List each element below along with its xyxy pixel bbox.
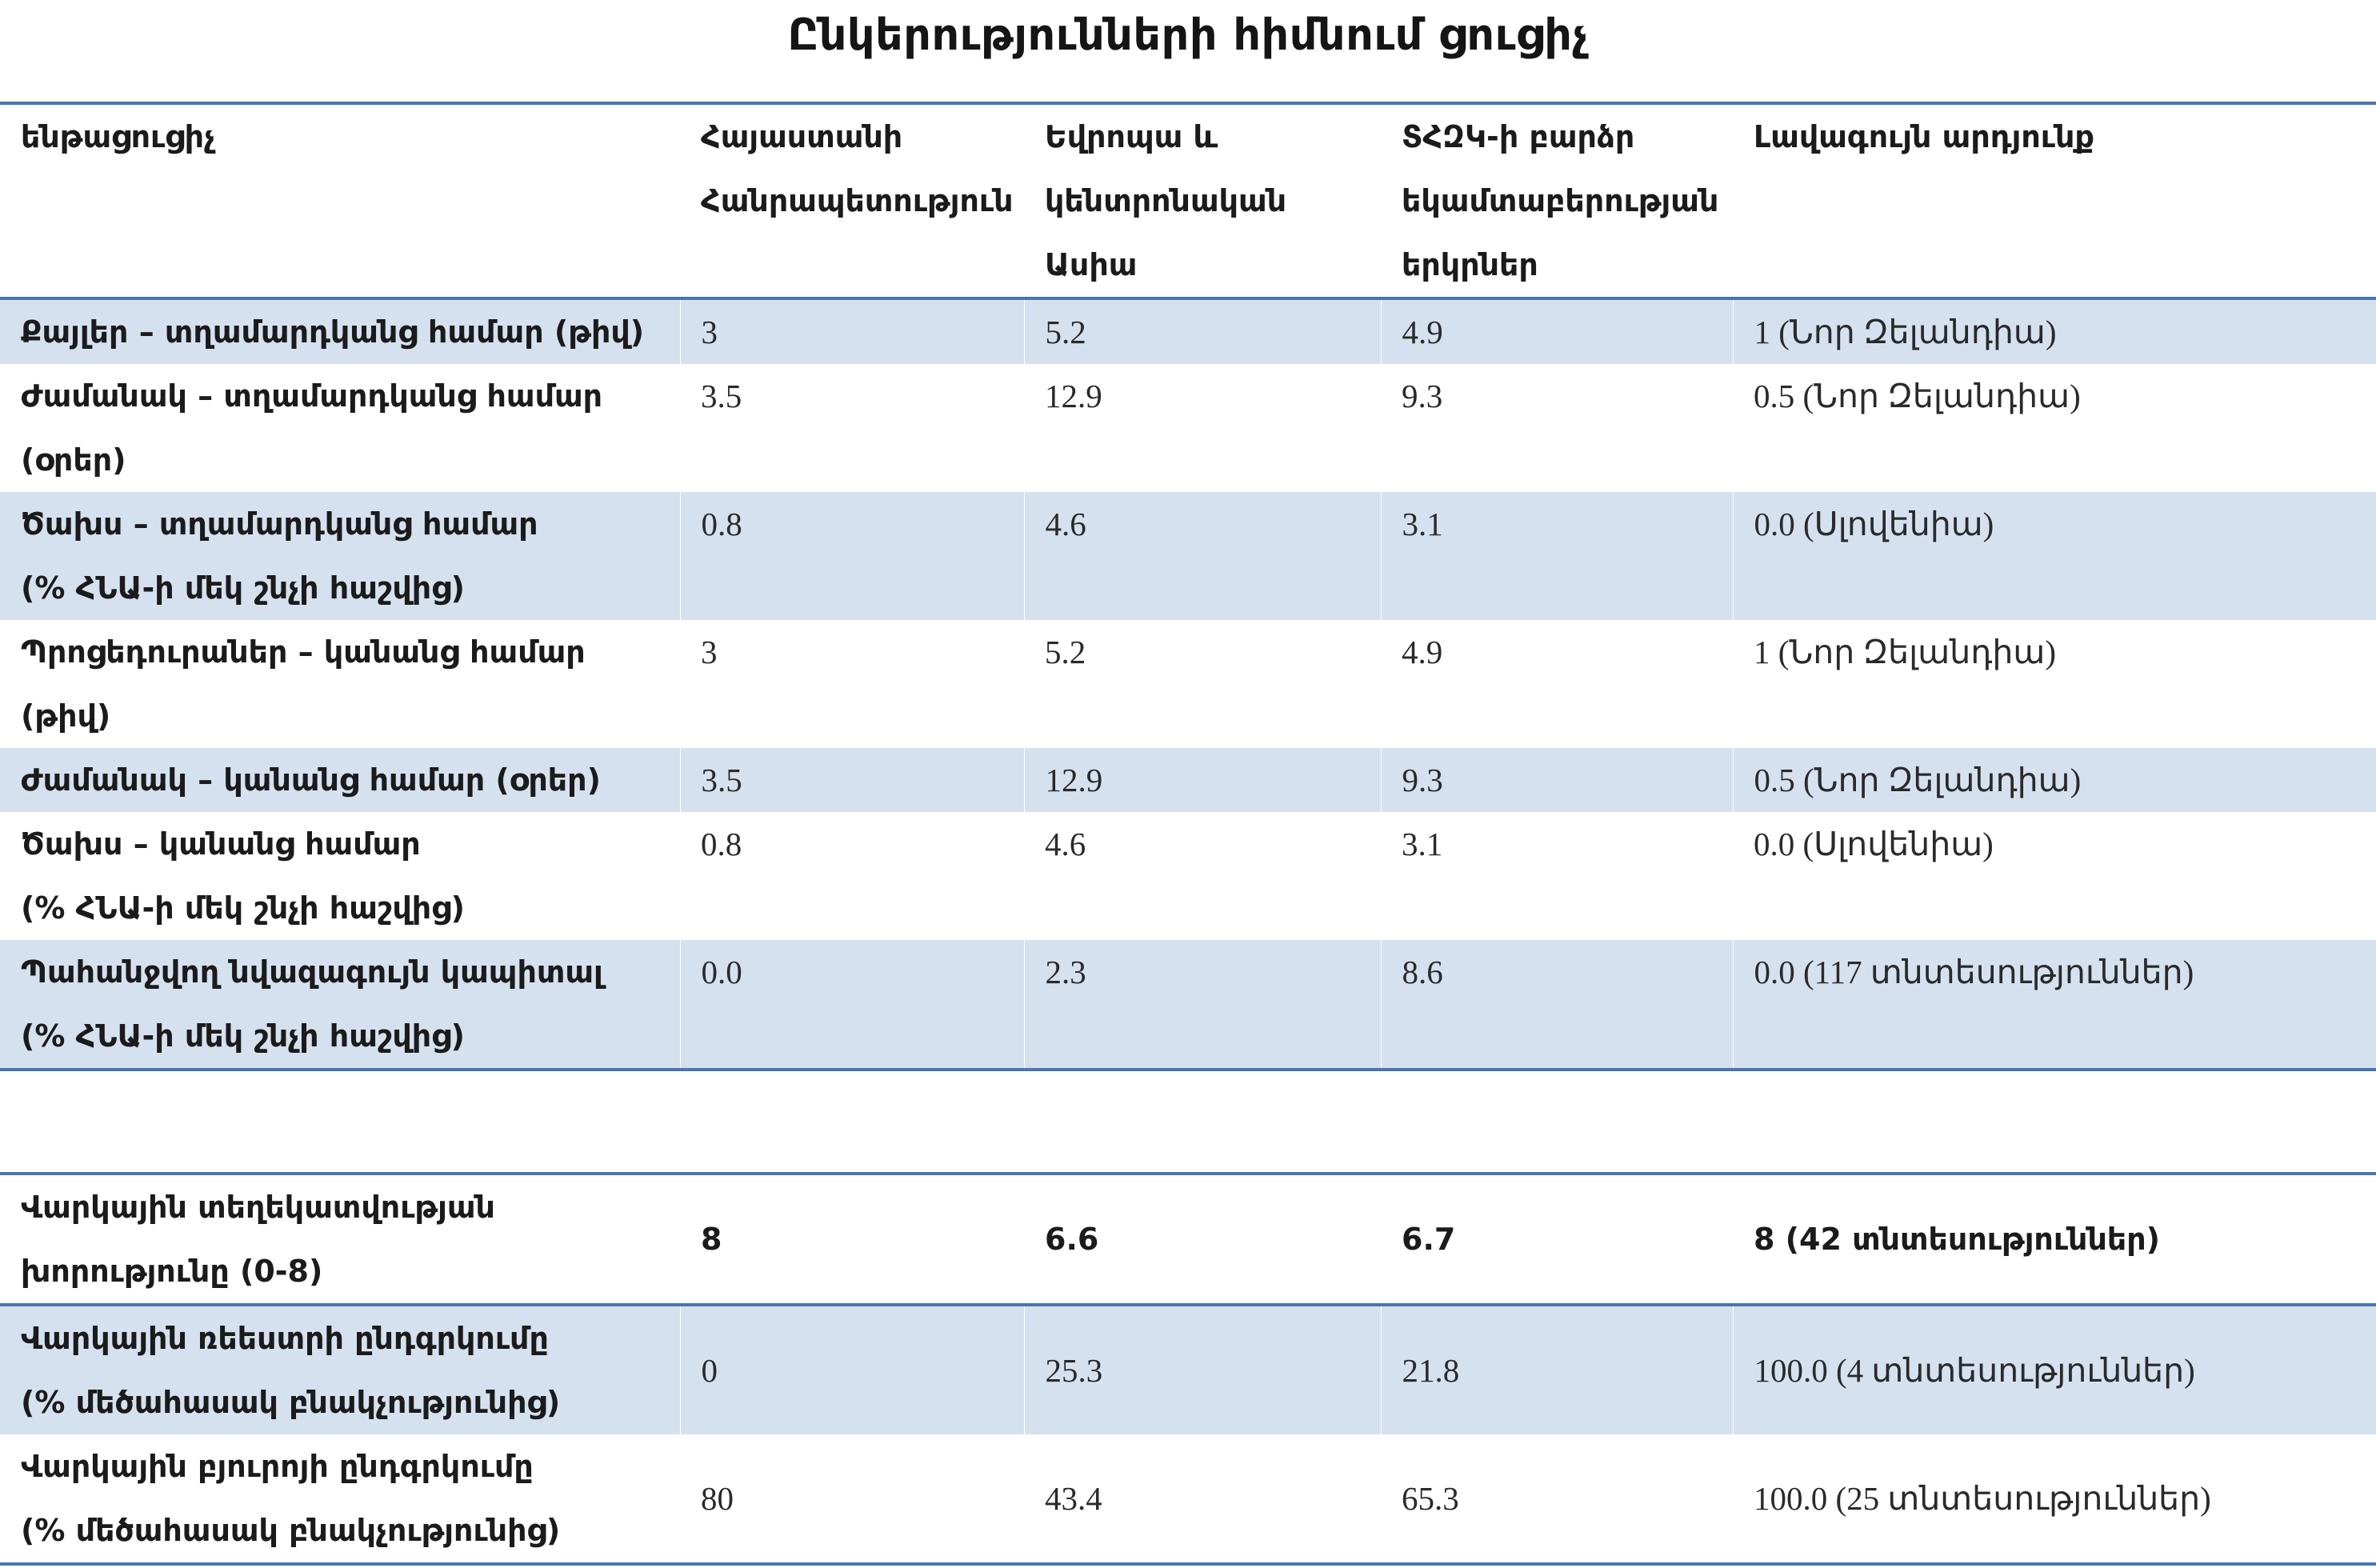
- oecd-value: 21.8: [1381, 1305, 1733, 1434]
- best-performer-value: 8 (42 տնտեսություններ): [1733, 1174, 2376, 1305]
- europe-central-asia-value: 2.3: [1024, 940, 1381, 1070]
- table-row: [0, 298, 2376, 364]
- europe-central-asia-value: 5.2: [1024, 298, 1381, 364]
- table-row: [0, 812, 2376, 940]
- row-label: Պրոցեդուրաներ – կանանց համար (թիվ): [21, 634, 586, 734]
- armenia-value: 0.0: [680, 940, 1024, 1070]
- best-performer-value: 0.5 (Նոր Զելանդիա): [1754, 378, 2081, 414]
- header-europe-central-asia: Եվրոպա և կենտրոնական Ասիա: [1024, 103, 1381, 298]
- row-label: Վարկային ռեեստրի ընդգրկումը (% մեծահասակ բնակչությունից): [0, 1305, 680, 1434]
- row-label: Քայլեր – տղամարդկանց համար (թիվ): [0, 298, 680, 364]
- table-row: [0, 1305, 2376, 1434]
- armenia-value: 3.5: [701, 378, 742, 414]
- best-performer-value: 0.0 (117 տնտեսություններ): [1733, 940, 2376, 1070]
- oecd-value: 4.9: [1381, 298, 1733, 364]
- row-label: Ժամանակ – կանանց համար (օրեր): [0, 748, 680, 812]
- europe-central-asia-value: 4.6: [1045, 826, 1086, 862]
- header-armenia: Հայաստանի Հանրապետություն: [680, 103, 1024, 298]
- armenia-value: 0.8: [701, 826, 742, 862]
- table-row: [0, 1434, 2376, 1564]
- oecd-value: 8.6: [1381, 940, 1733, 1070]
- armenia-value: 8: [680, 1174, 1024, 1305]
- row-label: Ծախս – կանանց համար (% ՀՆԱ-ի մեկ շնչի հաշվից): [21, 826, 466, 926]
- best-performer-value: 100.0 (25 տնտեսություններ): [1754, 1480, 2211, 1517]
- best-performer-value: 0.5 (Նոր Զելանդիա): [1733, 748, 2376, 812]
- header-oecd-high-income: ՏՀԶԿ-ի բարձր եկամտաբերության երկրներ: [1381, 103, 1733, 298]
- europe-central-asia-value: 12.9: [1024, 748, 1381, 812]
- europe-central-asia-value: 4.6: [1024, 492, 1381, 620]
- europe-central-asia-value: 5.2: [1045, 634, 1086, 670]
- table-row: [0, 492, 2376, 620]
- credit-info-table: [0, 1172, 2376, 1566]
- table-row: [0, 364, 2376, 492]
- header-subindicator: ենթացուցիչ: [0, 103, 680, 298]
- oecd-value: 4.9: [1402, 634, 1443, 670]
- oecd-value: 6.7: [1381, 1174, 1733, 1305]
- best-performer-value: 100.0 (4 տնտեսություններ): [1733, 1305, 2376, 1434]
- header-best-performer: Լավագույն արդյունք: [1733, 103, 2376, 298]
- table-row: [0, 1174, 2376, 1305]
- table-header-row: [0, 103, 2376, 298]
- armenia-value: 80: [701, 1480, 734, 1517]
- row-label: Պահանջվող նվազագույն կապիտալ (% ՀՆԱ-ի մեկ շնչի հաշվից): [0, 940, 680, 1070]
- armenia-value: 3: [680, 298, 1024, 364]
- oecd-value: 3.1: [1381, 492, 1733, 620]
- table-row: [0, 620, 2376, 748]
- best-performer-value: 1 (Նոր Զելանդիա): [1733, 298, 2376, 364]
- best-performer-value: 0.0 (Սլովենիա): [1754, 826, 1994, 862]
- row-label: Ժամանակ – տղամարդկանց համար (օրեր): [21, 378, 603, 478]
- armenia-value: 0: [680, 1305, 1024, 1434]
- oecd-value: 3.1: [1402, 826, 1443, 862]
- best-performer-value: 0.0 (Սլովենիա): [1733, 492, 2376, 620]
- table-row: [0, 940, 2376, 1070]
- armenia-value: 0.8: [680, 492, 1024, 620]
- row-label: Ծախս – տղամարդկանց համար (% ՀՆԱ-ի մեկ շնչի հաշվից): [0, 492, 680, 620]
- oecd-value: 65.3: [1402, 1480, 1459, 1517]
- row-label: Վարկային բյուրոյի ընդգրկումը (% մեծահասակ բնակչությունից): [21, 1449, 561, 1548]
- europe-central-asia-value: 6.6: [1024, 1174, 1381, 1305]
- europe-central-asia-value: 43.4: [1045, 1480, 1102, 1517]
- oecd-value: 9.3: [1402, 378, 1443, 414]
- best-performer-value: 1 (Նոր Զելանդիա): [1754, 634, 2056, 670]
- armenia-value: 3: [701, 634, 718, 670]
- armenia-value: 3.5: [680, 748, 1024, 812]
- table-row: [0, 748, 2376, 812]
- europe-central-asia-value: 25.3: [1024, 1305, 1381, 1434]
- europe-central-asia-value: 12.9: [1045, 378, 1102, 414]
- page-title: Ընկերությունների հիմնում ցուցիչ: [787, 10, 1589, 60]
- oecd-value: 9.3: [1381, 748, 1733, 812]
- row-label: Վարկային տեղեկատվության խորությունը (0-8): [0, 1174, 680, 1305]
- business-start-table: [0, 102, 2376, 1071]
